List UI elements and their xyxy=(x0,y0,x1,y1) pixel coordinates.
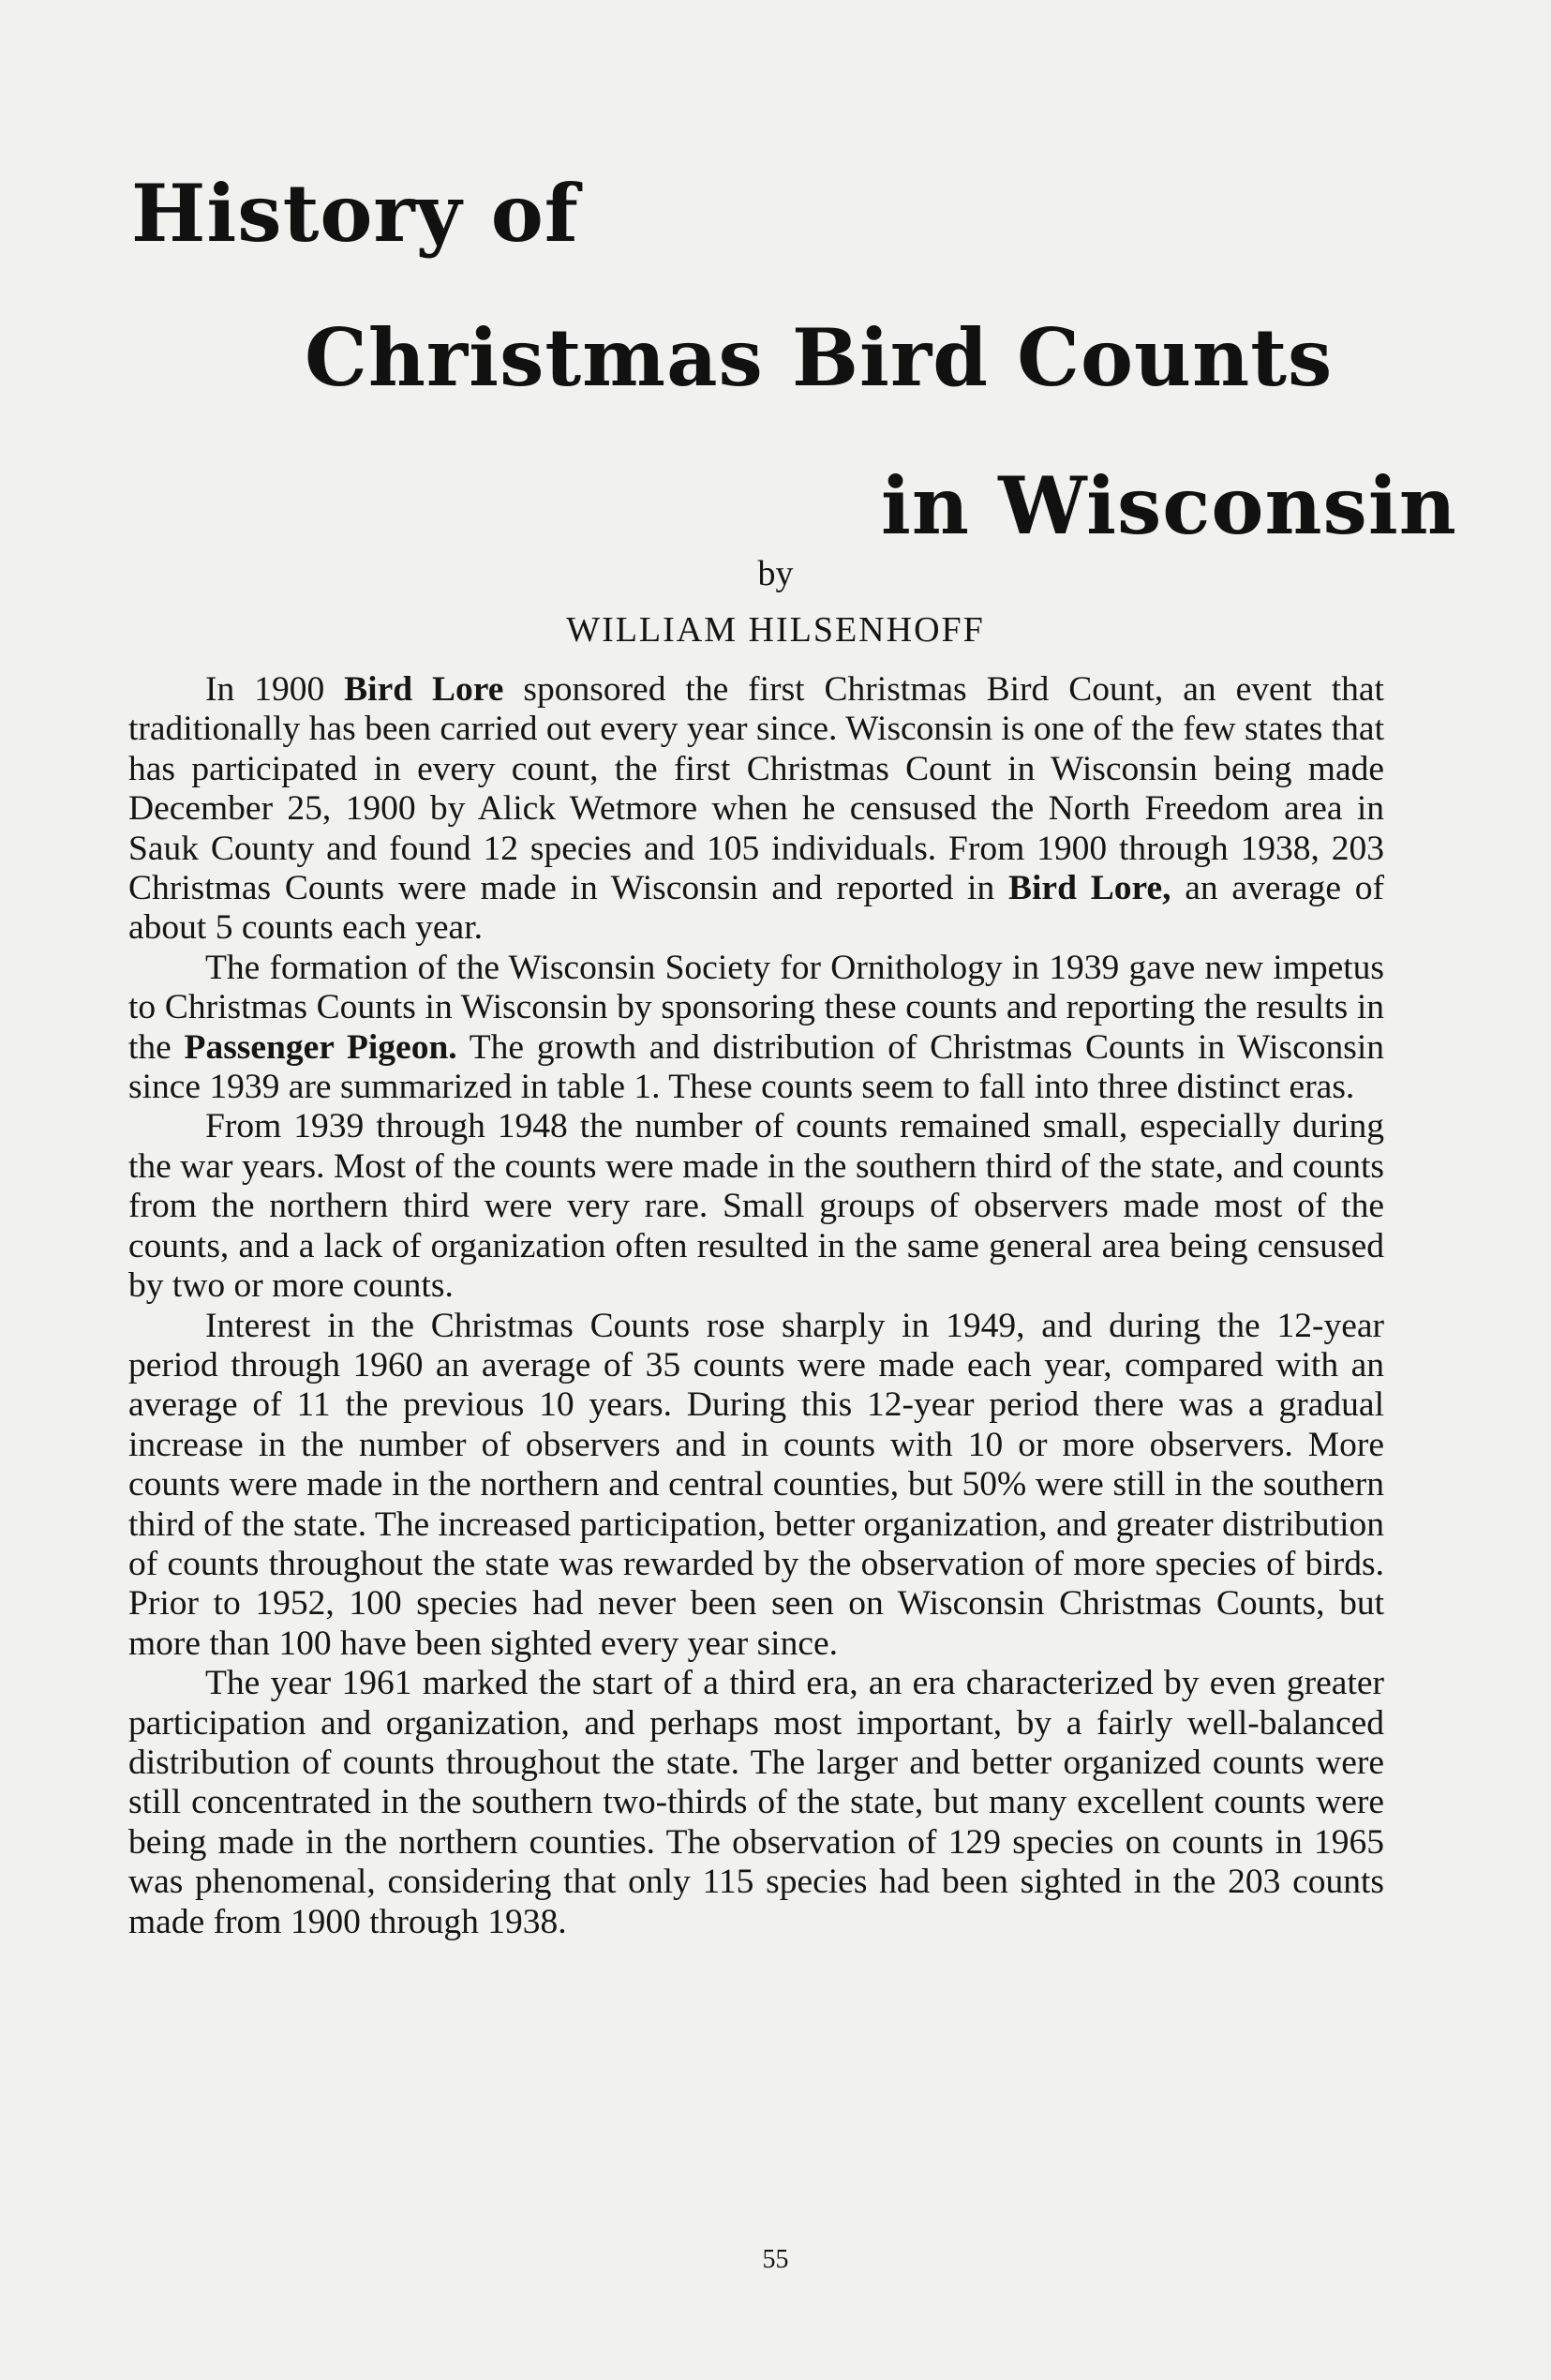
page-number: 55 xyxy=(762,2245,789,2274)
title-line-3: in Wisconsin xyxy=(881,459,1457,552)
title-line-2: Christmas Bird Counts xyxy=(305,311,1334,404)
publication-name-passenger-pigeon: Passenger Pigeon. xyxy=(184,1027,457,1067)
paragraph-1-text-c: an average of about 5 counts each year. xyxy=(128,869,1385,948)
title-line-1: History of xyxy=(131,167,579,260)
paragraph-1-text-a: In 1900 xyxy=(205,670,345,709)
publication-name-bird-lore: Bird Lore xyxy=(344,670,504,709)
byline: by xyxy=(757,554,794,593)
paragraph-2-text-a: The formation of the Wisconsin Society for Ornithology in 1939 gave new impetus to Christmas Counts in Wisconsin by sponsoring these counts and reporting the results in the xyxy=(128,948,1384,1067)
paragraph-2-text-b: The growth and distribution of Christmas Counts in Wisconsin since 1939 are summarized in table 1. These counts seem to fall into three distinct eras. xyxy=(128,1027,1384,1107)
paragraph-3: From 1939 through 1948 the number of counts remained small, especially during the war years. Most of the counts were made in the southern third of the state, and counts from the northern third were very rare. Small groups of observers made most of the counts, and a lack of organization often resulted in the same general area being censused by two or more counts. xyxy=(128,1107,1384,1306)
publication-name-bird-lore-2: Bird Lore, xyxy=(1008,869,1171,908)
paragraph-5: The year 1961 marked the start of a third era, an era characterized by even greater participation and organization, and perhaps most important, by a fairly well-balanced distribution of counts throughout the state. The larger and better organized counts were still concentrated in the southern two-thirds of the state, but many excellent counts were being made in the northern counties. The observation of 129 species on counts in 1965 was phenomenal, considering that only 115 species had been sighted in the 203 counts made from 1900 through 1938. xyxy=(128,1664,1384,1941)
article-body xyxy=(128,670,1384,1942)
paragraph-1-text-b: sponsored the first Christmas Bird Count, an event that traditionally has been carried out every year since. Wisconsin is one of the few states that has participated in every count, the first Christmas Count in Wisconsin being made December 25, 1900 by Alick Wetmore when he censused the North Freedom area in Sauk County and found 12 species and 105 individuals. From 1900 through 1938, 203 Christmas Counts were made in Wisconsin and reported in xyxy=(128,670,1384,908)
paragraph-4: Interest in the Christmas Counts rose sharply in 1949, and during the 12-year period through 1960 an average of 35 counts were made each year, compared with an average of 11 the previous 10 years. During this 12-year period there was a gradual increase in the number of observers and in counts with 10 or more observers. More counts were made in the northern and central counties, but 50% were still in the southern third of the state. The increased participation, better organization, and greater distribution of counts throughout the state was rewarded by the observation of more species of birds. Prior to 1952, 100 species had never been seen on Wisconsin Christmas Counts, but more than 100 have been sighted every year since. xyxy=(128,1306,1384,1663)
paragraph-2 xyxy=(128,949,1384,1108)
author-name: WILLIAM HILSENHOFF xyxy=(566,610,985,650)
paragraph-1 xyxy=(128,670,1384,949)
